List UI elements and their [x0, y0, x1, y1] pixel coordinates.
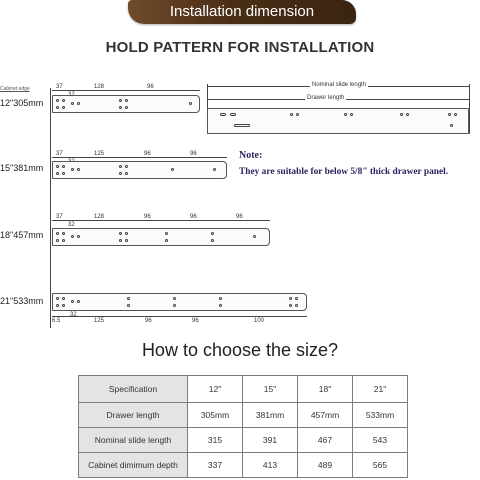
cabinet-edge-line	[50, 88, 51, 328]
table-cell: 381mm	[243, 403, 298, 428]
dim-label: 37	[56, 151, 63, 157]
size-table	[78, 375, 408, 478]
dim-label: 96	[145, 318, 152, 324]
table-header-cell: 18"	[298, 376, 353, 403]
dimension-line	[52, 90, 200, 91]
mount-hole	[295, 297, 298, 300]
table-cell: 337	[188, 453, 243, 478]
size-label-12: 12"305mm	[0, 98, 44, 108]
dim-label: 125	[94, 151, 105, 157]
mount-hole	[56, 304, 59, 307]
mount-hole	[62, 297, 65, 300]
mount-hole	[165, 239, 168, 242]
mount-hole	[62, 304, 65, 307]
table-cell: 305mm	[188, 403, 243, 428]
dim-label: 96	[144, 151, 151, 157]
page-heading: HOLD PATTERN FOR INSTALLATION	[105, 39, 375, 56]
table-cell: 413	[243, 453, 298, 478]
mount-hole	[219, 297, 222, 300]
table-header-cell: 21"	[353, 376, 408, 403]
slide-rail-21	[52, 293, 307, 311]
dimension-line	[52, 316, 307, 317]
title-banner	[128, 0, 356, 24]
drawer-length-label: Drawer length	[307, 95, 345, 101]
table-cell: 489	[298, 453, 353, 478]
dimension-line	[52, 220, 270, 221]
mount-hole	[119, 172, 122, 175]
mount-slot	[230, 113, 236, 116]
table-row	[79, 453, 408, 478]
mount-hole	[289, 297, 292, 300]
mount-hole	[127, 297, 130, 300]
dim-label: 32	[70, 312, 77, 318]
table-cell: 457mm	[298, 403, 353, 428]
slide-rail-15	[52, 161, 227, 179]
mount-hole	[295, 304, 298, 307]
mount-hole	[448, 113, 451, 116]
dim-label: 96	[147, 84, 154, 90]
dim-label: 128	[94, 214, 105, 220]
table-cell: 467	[298, 428, 353, 453]
mount-hole	[253, 235, 256, 238]
mount-hole	[406, 113, 409, 116]
table-row	[79, 403, 408, 428]
mount-hole	[71, 102, 74, 105]
mount-hole	[56, 172, 59, 175]
mount-hole	[62, 172, 65, 175]
table-cell: 565	[353, 453, 408, 478]
mount-hole	[71, 235, 74, 238]
mount-hole	[173, 297, 176, 300]
mount-hole	[125, 172, 128, 175]
mount-hole	[189, 102, 192, 105]
table-header-row	[79, 376, 408, 403]
mount-hole	[350, 113, 353, 116]
mount-hole	[119, 165, 122, 168]
side-view-rail	[207, 108, 469, 134]
dim-label: 6.5	[52, 318, 61, 324]
side-view-right-edge	[469, 84, 470, 134]
dim-label: 37	[56, 84, 63, 90]
table-cell: 315	[188, 428, 243, 453]
cabinet-edge-label: Cabinet edge	[0, 86, 30, 92]
mount-hole	[454, 113, 457, 116]
note-title: Note:	[239, 150, 263, 161]
table-cell: 543	[353, 428, 408, 453]
mount-slot	[234, 124, 250, 127]
mount-hole	[56, 239, 59, 242]
mount-slot	[220, 113, 226, 116]
dim-label: 128	[94, 84, 105, 90]
mount-hole	[119, 239, 122, 242]
size-label-21: 21"533mm	[0, 296, 44, 306]
mount-hole	[289, 304, 292, 307]
dim-label: 96	[190, 214, 197, 220]
mount-hole	[290, 113, 293, 116]
dim-label: 96	[192, 318, 199, 324]
row-label: Cabinet dimimum depth	[79, 453, 188, 478]
mount-hole	[119, 99, 122, 102]
mount-hole	[173, 304, 176, 307]
mount-hole	[450, 124, 453, 127]
mount-hole	[125, 239, 128, 242]
mount-hole	[127, 304, 130, 307]
mount-hole	[77, 168, 80, 171]
note-text: They are suitable for below 5/8" thick drawer panel.	[239, 167, 449, 177]
table-header-cell: Specification	[79, 376, 188, 403]
mount-hole	[119, 106, 122, 109]
mount-hole	[62, 106, 65, 109]
mount-hole	[62, 99, 65, 102]
mount-hole	[211, 232, 214, 235]
mount-hole	[62, 165, 65, 168]
mount-hole	[62, 232, 65, 235]
mount-hole	[213, 168, 216, 171]
mount-hole	[296, 113, 299, 116]
mount-hole	[400, 113, 403, 116]
mount-hole	[56, 99, 59, 102]
mount-hole	[125, 99, 128, 102]
row-label: Nominal slide length	[79, 428, 188, 453]
mount-hole	[56, 297, 59, 300]
mount-hole	[71, 300, 74, 303]
mount-hole	[71, 168, 74, 171]
mount-hole	[77, 300, 80, 303]
dim-label: 32	[68, 222, 75, 228]
dim-label: 96	[190, 151, 197, 157]
mount-hole	[211, 239, 214, 242]
mount-hole	[219, 304, 222, 307]
dim-label: 96	[236, 214, 243, 220]
table-row	[79, 428, 408, 453]
mount-hole	[171, 168, 174, 171]
dim-label: 96	[144, 214, 151, 220]
table-cell: 391	[243, 428, 298, 453]
mount-hole	[62, 239, 65, 242]
dim-label: 100	[254, 318, 265, 324]
table-cell: 533mm	[353, 403, 408, 428]
size-label-15: 15"381mm	[0, 163, 44, 173]
mount-hole	[56, 165, 59, 168]
mount-hole	[125, 232, 128, 235]
nominal-length-label: Nominal slide length	[312, 82, 367, 88]
dimension-line	[52, 157, 227, 158]
mount-hole	[165, 232, 168, 235]
row-label: Drawer length	[79, 403, 188, 428]
banner-title: Installation dimension	[169, 3, 315, 20]
table-header-cell: 15"	[243, 376, 298, 403]
mount-hole	[344, 113, 347, 116]
mount-hole	[119, 232, 122, 235]
mount-hole	[125, 165, 128, 168]
mount-hole	[56, 232, 59, 235]
dim-label: 37	[56, 214, 63, 220]
mount-hole	[56, 106, 59, 109]
mount-hole	[125, 106, 128, 109]
dim-label: 125	[94, 318, 105, 324]
choose-size-title: How to choose the size?	[141, 340, 339, 360]
table-header-cell: 12"	[188, 376, 243, 403]
slide-rail-18	[52, 228, 270, 246]
mount-hole	[77, 235, 80, 238]
slide-rail-12	[52, 95, 200, 113]
size-label-18: 18"457mm	[0, 230, 44, 240]
mount-hole	[77, 102, 80, 105]
